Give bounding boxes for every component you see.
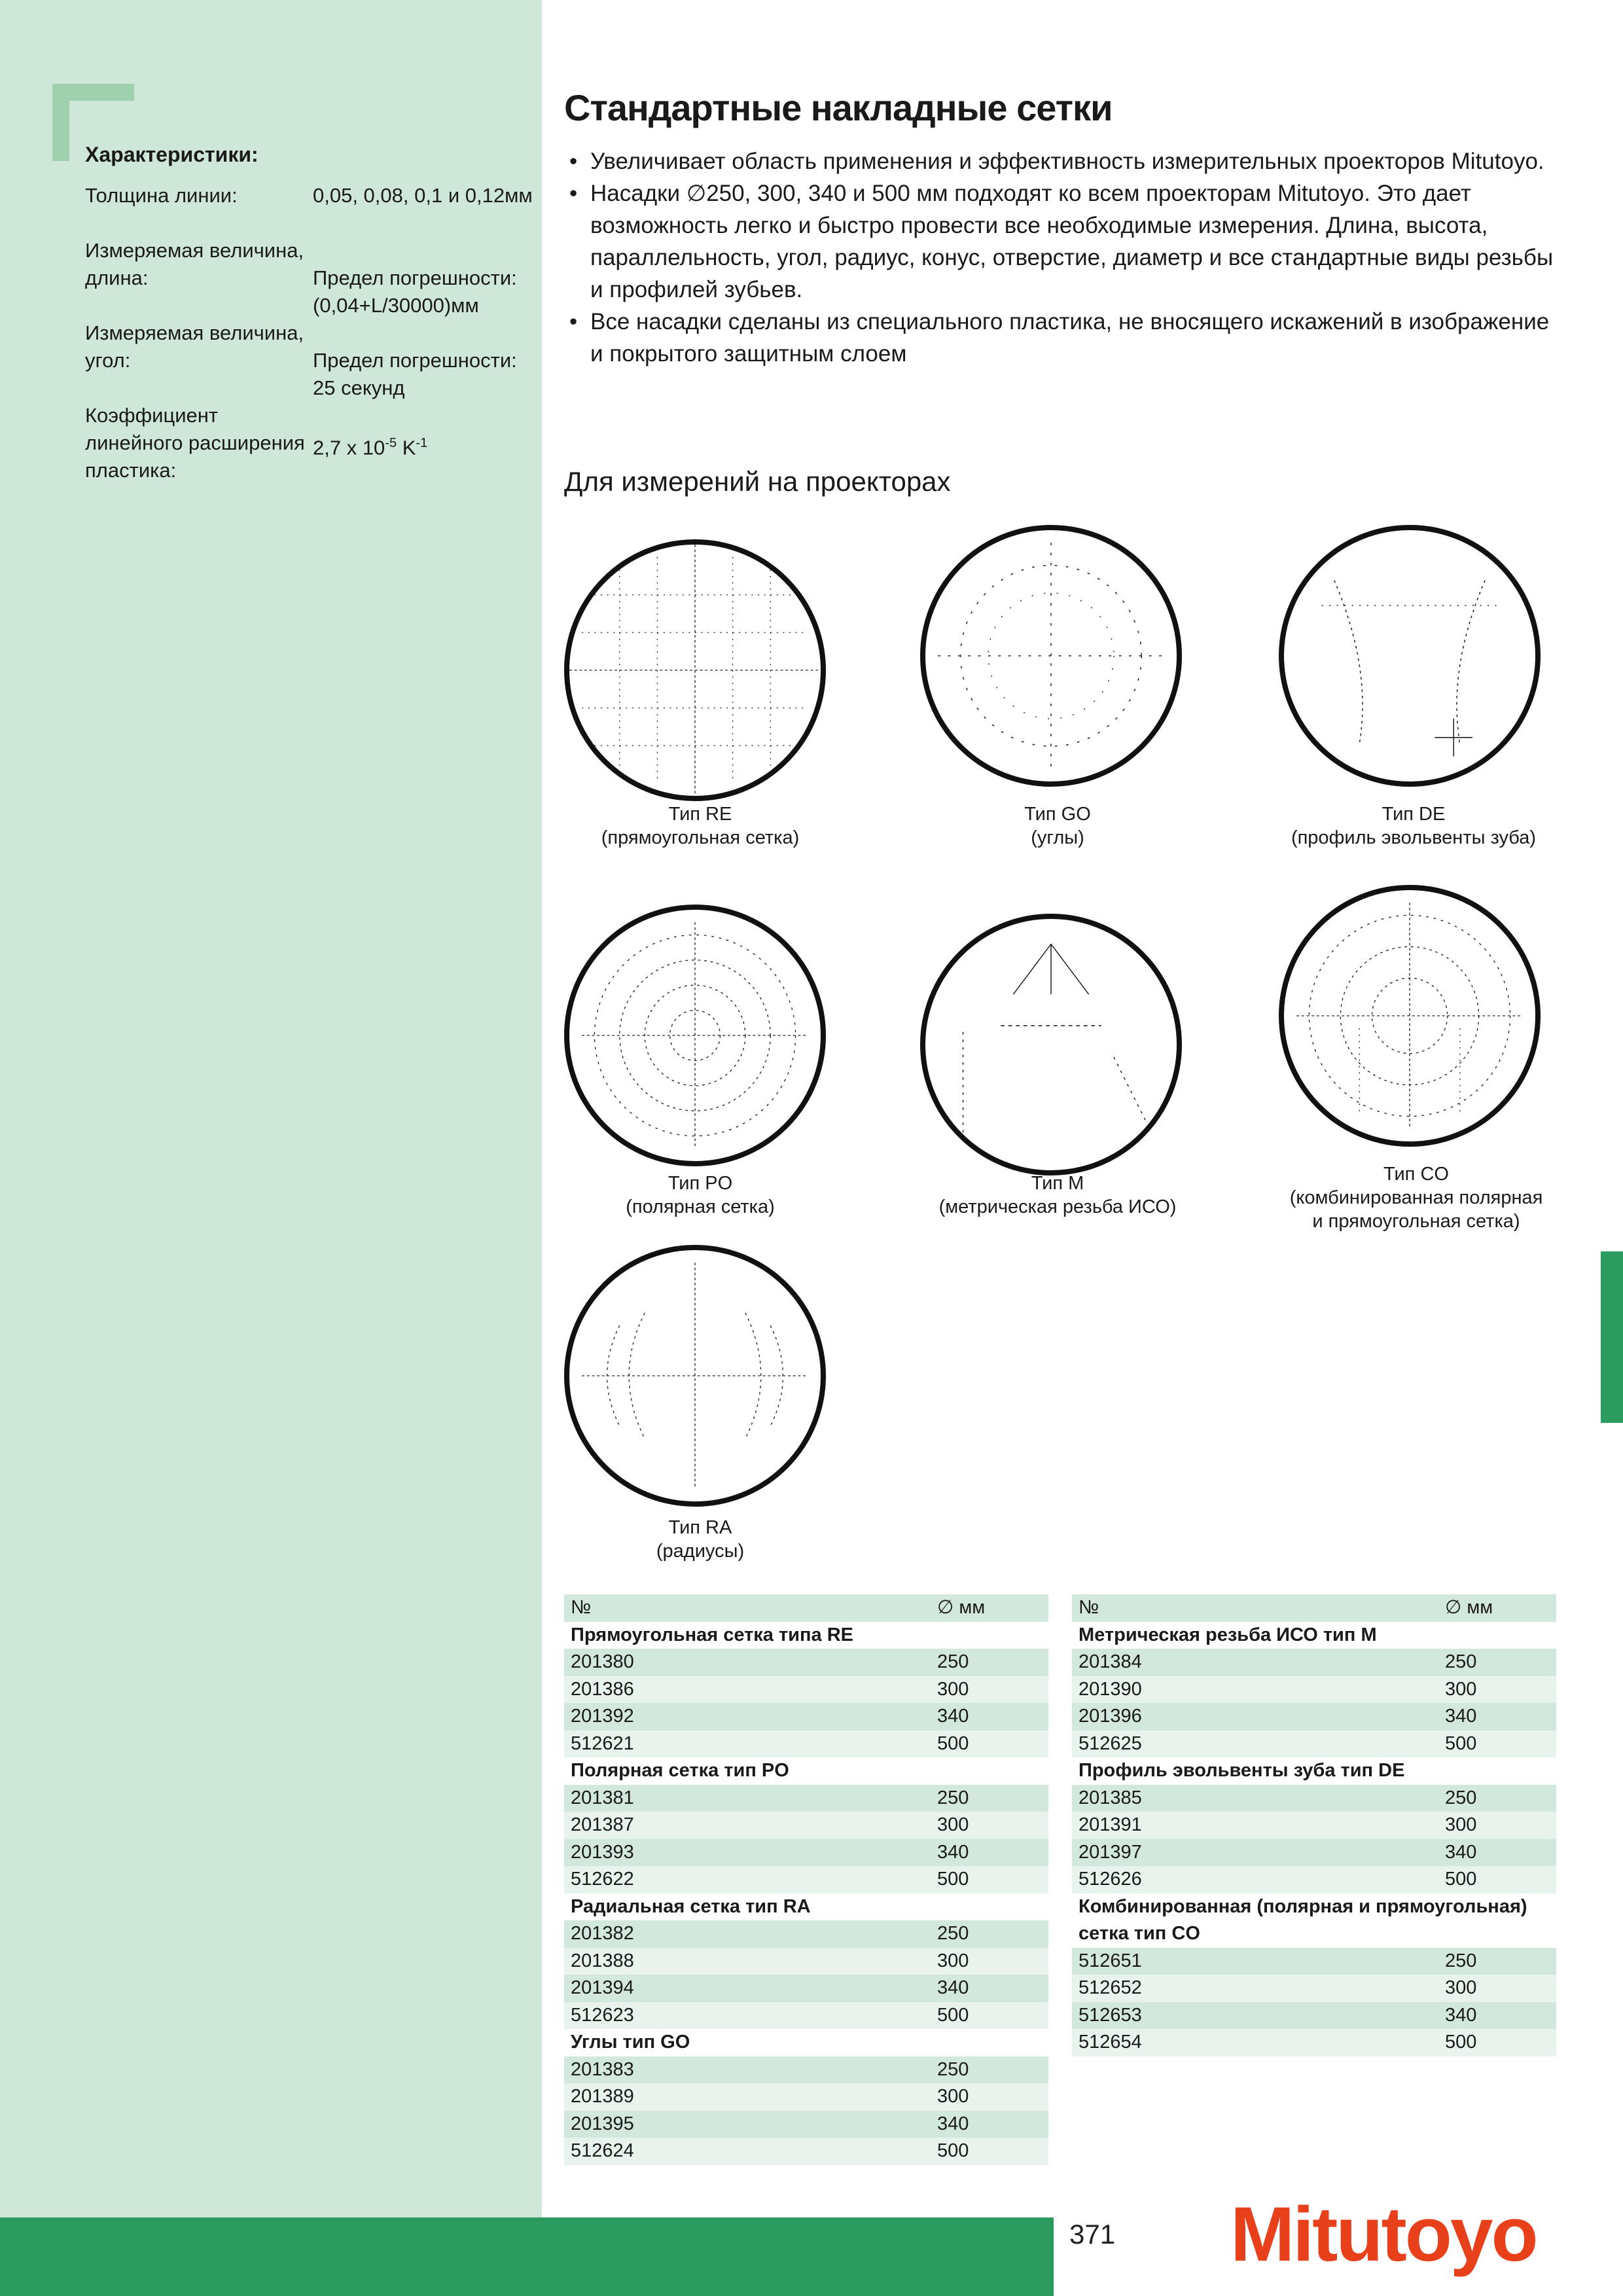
table-row: 201394 340 [564, 1975, 1048, 2002]
specs-title: Характеристики: [85, 143, 259, 166]
table-group-title: Метрическая резьба ИСО тип M [1072, 1622, 1556, 1649]
table-row: 201386 300 [564, 1676, 1048, 1704]
order-table-left [564, 1594, 1048, 2165]
corner-decoration-bar [52, 84, 134, 101]
spec-value-angle: Предел погрешности: 25 секунд [313, 349, 517, 399]
reticle-co-image [1279, 885, 1541, 1147]
table-group-title-cont: сетка тип CO [1072, 1920, 1556, 1948]
spec-label-angle: Измеряемая величина, угол: [85, 321, 304, 372]
feature-item: • Все насадки сделаны из специального пластика, не вносящего искажений в изображение и покрытого защитным слоем [564, 306, 1559, 370]
table-row: 201388 300 [564, 1948, 1048, 1975]
table-row: 201392 340 [564, 1703, 1048, 1731]
table-row: 201380 250 [564, 1649, 1048, 1676]
table-row: 201389 300 [564, 2083, 1048, 2111]
reticle-ra-caption: Тип RA (радиусы) [656, 1517, 745, 1562]
brand-logo: Mitutoyo [1230, 2191, 1537, 2278]
chapter-tab [1601, 1251, 1623, 1423]
reticle-ra-image [564, 1245, 826, 1507]
table-row: 201395 340 [564, 2111, 1048, 2138]
spec-label-length: Измеряемая величина, длина: [85, 239, 304, 289]
table-row: 512623 500 [564, 2002, 1048, 2030]
table-row: 201381 250 [564, 1785, 1048, 1812]
table-group-title: Радиальная сетка тип RA [564, 1893, 1048, 1921]
table-row: 512622 500 [564, 1866, 1048, 1893]
table-row: 201387 300 [564, 1812, 1048, 1839]
table-row: 512621 500 [564, 1731, 1048, 1758]
table-group-title: Углы тип GO [564, 2029, 1048, 2056]
reticle-go-image [920, 525, 1182, 787]
reticle-re-caption: Тип RE (прямоугольная сетка) [601, 804, 800, 848]
table-row: 201391 300 [1072, 1812, 1556, 1839]
feature-list [564, 145, 1559, 370]
spec-label-expansion: Коэффициент линейного расширения пластика: [85, 404, 305, 482]
spec-value-line-thickness: 0,05, 0,08, 0,1 и 0,12мм [313, 184, 533, 207]
page-title: Стандартные накладные сетки [564, 87, 1113, 128]
order-table-right [1072, 1594, 1556, 2056]
table-row: 201385 250 [1072, 1785, 1556, 1812]
table-row: 201397 340 [1072, 1839, 1556, 1867]
table-header: № ∅ мм [1072, 1594, 1556, 1622]
table-group-title: Комбинированная (полярная и прямоугольная) [1072, 1893, 1556, 1921]
table-row: 512651 250 [1072, 1948, 1556, 1975]
table-row: 201384 250 [1072, 1649, 1556, 1676]
table-row: 201382 250 [564, 1920, 1048, 1948]
reticle-co-caption: Тип CO (комбинированная полярная и прямоугольная сетка) [1289, 1164, 1543, 1232]
reticle-de-caption: Тип DE (профиль эвольвенты зуба) [1291, 804, 1537, 848]
reticle-de-image [1279, 525, 1541, 787]
table-row: 512654 500 [1072, 2029, 1556, 2056]
spec-value-expansion: 2,7 x $10^{-5}$ $K^{-1}$ [313, 436, 428, 459]
table-row: 512624 500 [564, 2138, 1048, 2165]
table-row: 512626 500 [1072, 1866, 1556, 1893]
table-group-title: Полярная сетка тип PO [564, 1757, 1048, 1785]
reticle-m-caption: Тип M (метрическая резьба ИСО) [938, 1173, 1177, 1217]
footer-bar [0, 2217, 1054, 2296]
table-header: № ∅ мм [564, 1594, 1048, 1622]
reticle-m-image [920, 914, 1182, 1175]
spec-label-line-thickness: Толщина линии: [85, 184, 238, 207]
spec-value-length: Предел погрешности: (0,04+L/30000)мм [313, 266, 517, 317]
table-row: 512625 500 [1072, 1731, 1556, 1758]
reticle-re-image [564, 539, 826, 801]
table-group-title: Профиль эвольвенты зуба тип DE [1072, 1757, 1556, 1785]
feature-item: • Увеличивает область применения и эффективность измерительных проекторов Mitutoyo. [564, 145, 1559, 177]
feature-item: • Насадки ∅250, 300, 340 и 500 мм подходят ко всем проекторам Mitutoyo. Это дает возможность легко и быстро провести все необходимые измерения. Длина, высота, параллельность, угол, радиус, конус, отверстие, диаметр и все стандартные виды резьбы и профилей зубьев. [564, 177, 1559, 306]
table-row: 512652 300 [1072, 1975, 1556, 2002]
page-number: 371 [1069, 2219, 1116, 2250]
table-row: 201383 250 [564, 2056, 1048, 2084]
section-title: Для измерений на проекторах [564, 466, 951, 497]
reticle-po-image [564, 905, 826, 1166]
table-group-title: Прямоугольная сетка типа RE [564, 1622, 1048, 1649]
reticle-go-caption: Тип GO (углы) [1024, 804, 1091, 848]
reticle-po-caption: Тип PO (полярная сетка) [626, 1173, 775, 1217]
table-row: 201390 300 [1072, 1676, 1556, 1704]
table-row: 201393 340 [564, 1839, 1048, 1867]
table-row: 201396 340 [1072, 1703, 1556, 1731]
table-row: 512653 340 [1072, 2002, 1556, 2030]
